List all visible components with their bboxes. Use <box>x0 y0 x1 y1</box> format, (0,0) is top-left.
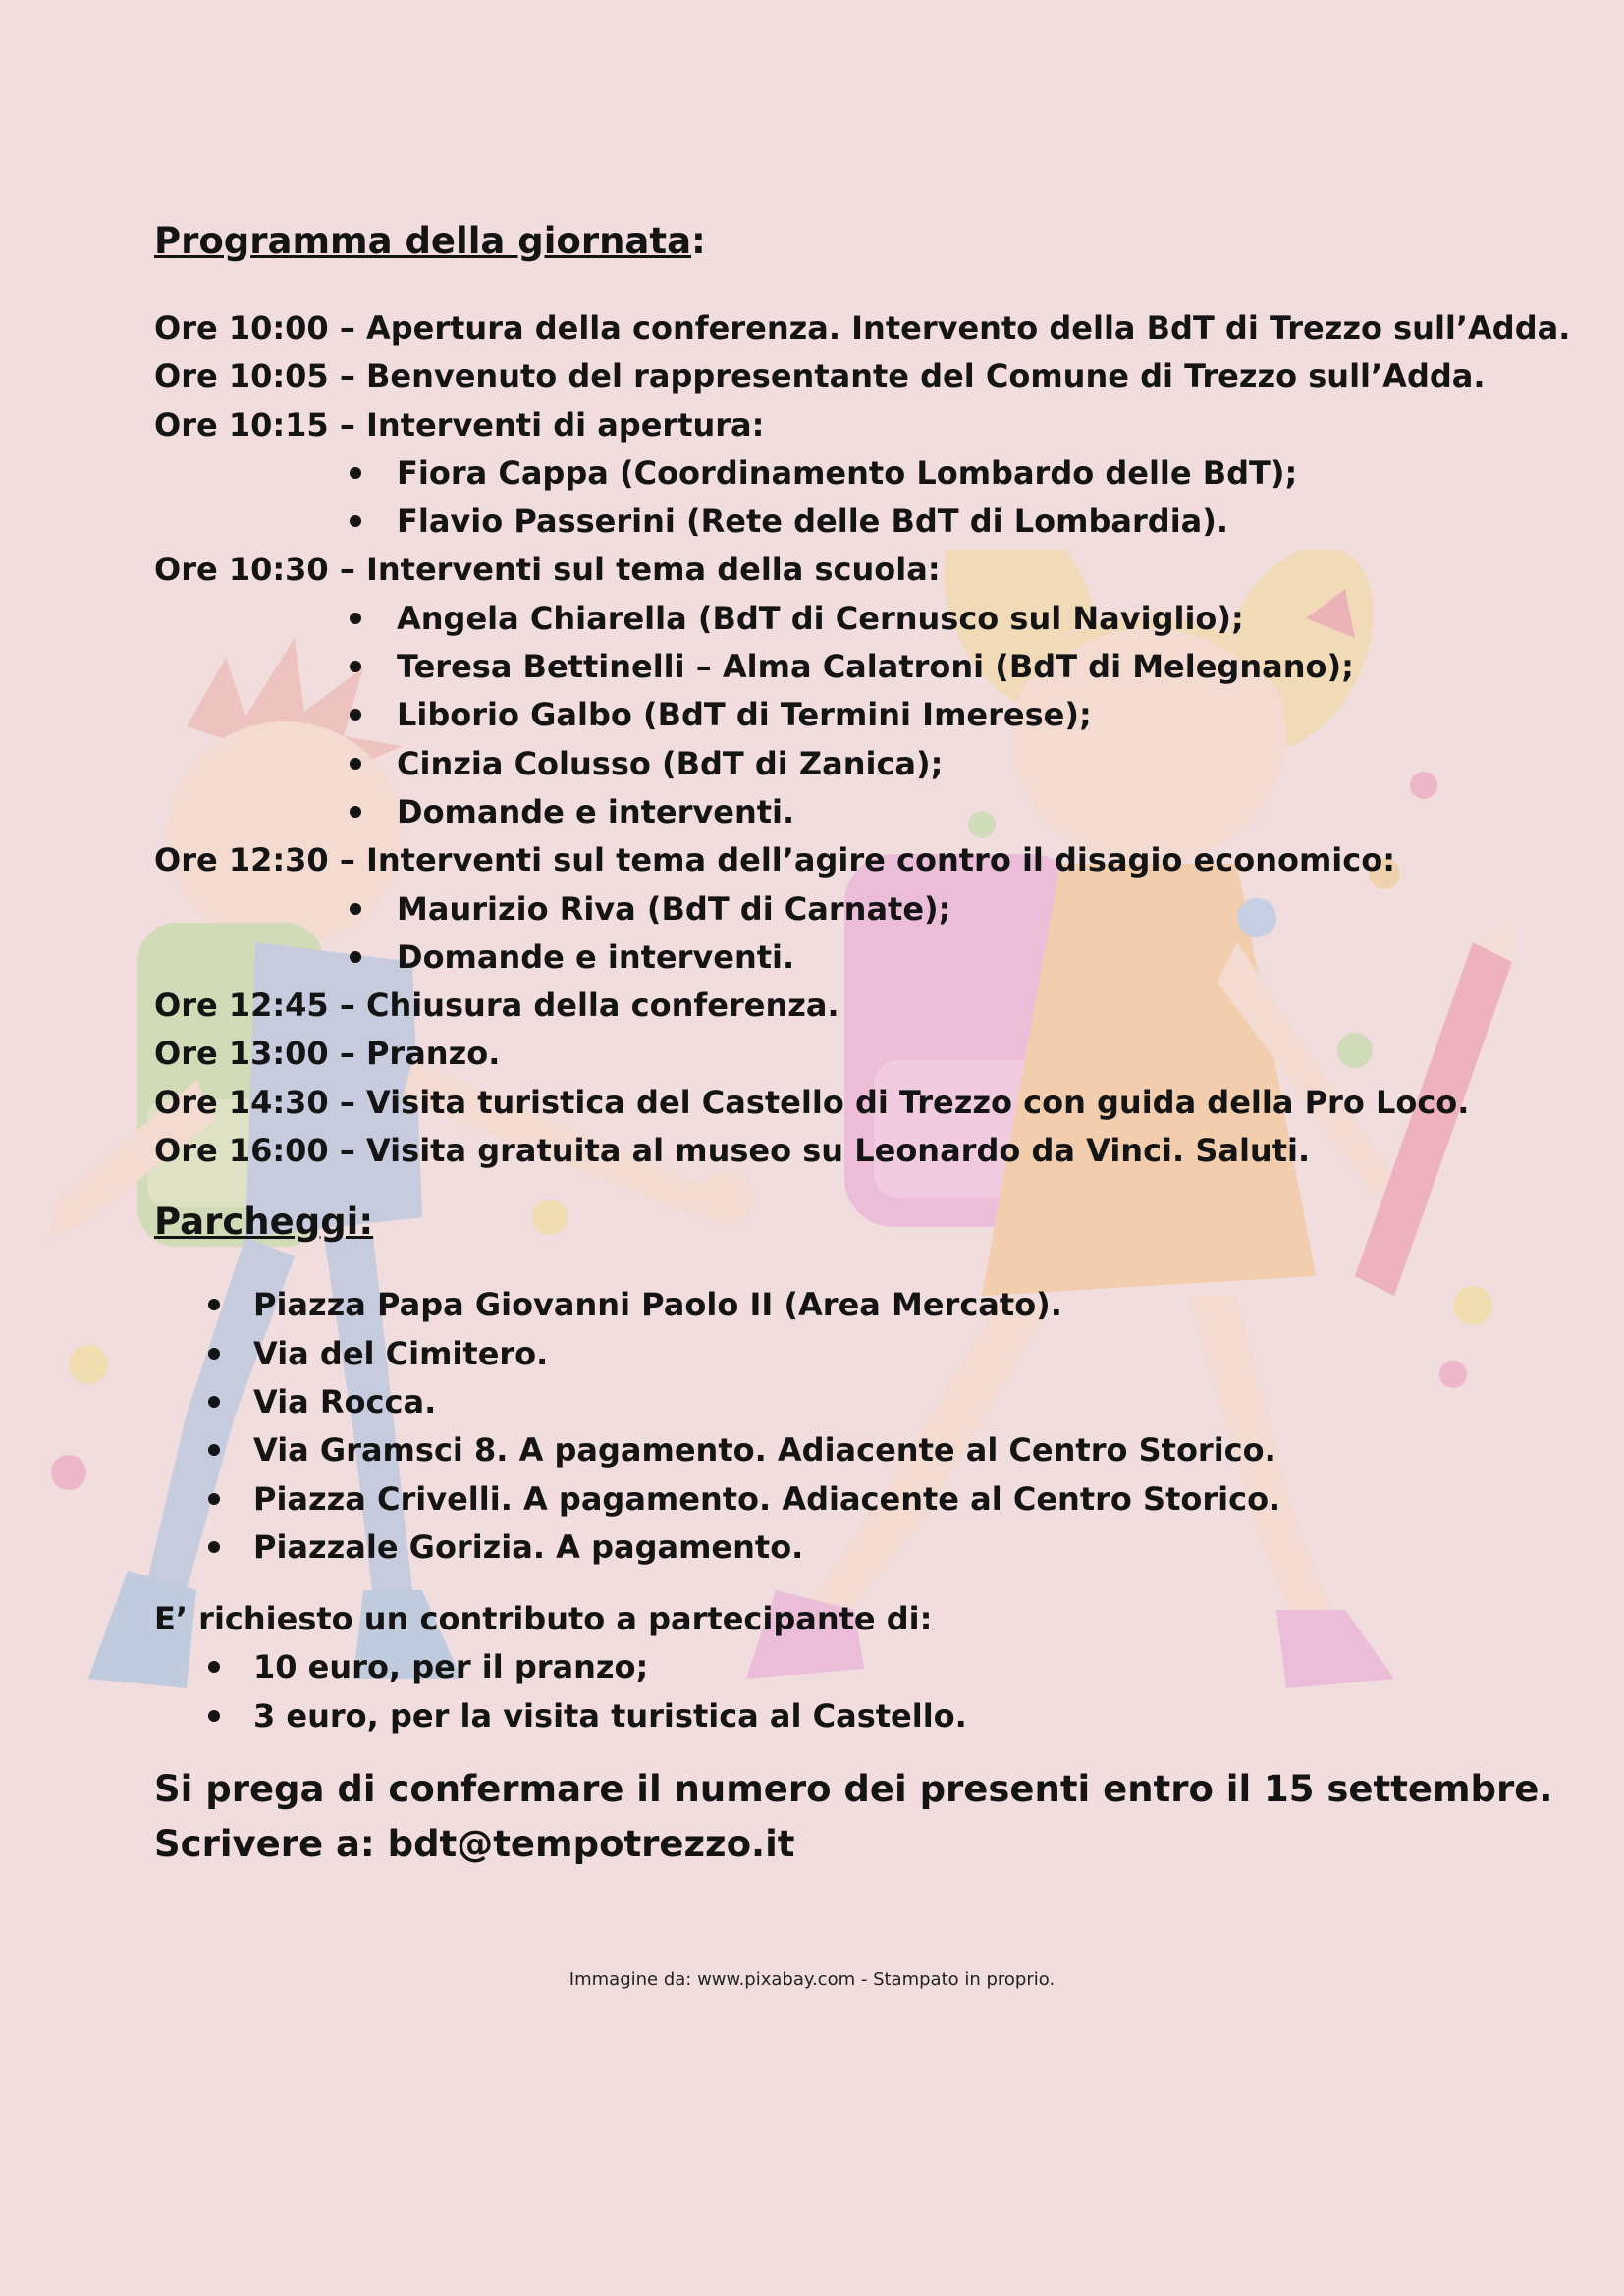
fee-item <box>154 1692 1529 1740</box>
parking-item <box>154 1475 1529 1523</box>
schedule-item: Ore 10:05 – Benvenuto del rappresentante del Comune di Trezzo sull’Adda. <box>154 357 1486 396</box>
speaker-item-text: Fiora Cappa (Coordinamento Lombardo delle BdT); <box>397 454 1298 492</box>
speaker-item <box>154 788 1529 836</box>
bullet-icon <box>208 1493 220 1505</box>
parcheggi-heading: Parcheggi: <box>154 1201 374 1244</box>
programma-heading: Programma della giornata: <box>154 220 706 262</box>
bullet-icon <box>350 515 361 527</box>
bullet-icon <box>350 903 361 915</box>
parking-item-text: Via Rocca. <box>253 1382 437 1420</box>
speaker-item <box>154 934 1529 982</box>
speaker-item-text: Liborio Galbo (BdT di Termini Imerese); <box>397 696 1092 734</box>
schedule-item: Ore 13:00 – Pranzo. <box>154 1035 501 1073</box>
parking-item <box>154 1281 1529 1329</box>
parking-item-text: Piazza Crivelli. A pagamento. Adiacente al Centro Storico. <box>253 1479 1281 1518</box>
bullet-icon <box>208 1348 220 1360</box>
fee-item <box>154 1643 1529 1691</box>
fee-item-text: 10 euro, per il pranzo; <box>253 1648 649 1686</box>
speaker-item-text: Angela Chiarella (BdT di Cernusco sul Naviglio); <box>397 599 1244 637</box>
bullet-icon <box>350 709 361 721</box>
schedule-item: Ore 16:00 – Visita gratuita al museo su Leonardo da Vinci. Saluti. <box>154 1132 1311 1170</box>
conferma-line: Si prega di confermare il numero dei presenti entro il 15 settembre. <box>154 1768 1553 1811</box>
document-body <box>154 218 1571 1872</box>
parcheggi-list <box>154 1281 1529 1572</box>
parking-item-text: Via del Cimitero. <box>253 1334 549 1372</box>
bullet-icon <box>208 1661 220 1673</box>
contributo-intro: E’ richiesto un contributo a partecipante di: <box>154 1600 933 1638</box>
bullet-icon <box>208 1444 220 1456</box>
schedule-item: Ore 12:45 – Chiusura della conferenza. <box>154 987 839 1025</box>
schedule-item: Ore 14:30 – Visita turistica del Castello di Trezzo con guida della Pro Loco. <box>154 1083 1470 1121</box>
parking-item <box>154 1378 1529 1426</box>
fee-item-text: 3 euro, per la visita turistica al Castello. <box>253 1696 967 1735</box>
speaker-item <box>154 885 1529 934</box>
parking-item-text: Piazza Papa Giovanni Paolo II (Area Mercato). <box>253 1286 1062 1324</box>
parking-item-text: Via Gramsci 8. A pagamento. Adiacente al Centro Storico. <box>253 1431 1276 1469</box>
speaker-item-text: Maurizio Riva (BdT di Carnate); <box>397 889 951 928</box>
contributo-list <box>154 1643 1529 1740</box>
bullet-icon <box>350 951 361 963</box>
bullet-icon <box>350 661 361 672</box>
speaker-item <box>154 691 1529 739</box>
schedule-item: Ore 12:30 – Interventi sul tema dell’agire contro il disagio economico: <box>154 841 1396 880</box>
speaker-item-text: Domande e interventi. <box>397 792 795 830</box>
bullet-icon <box>208 1299 220 1310</box>
bullet-icon <box>208 1541 220 1553</box>
speaker-item <box>154 450 1529 498</box>
bullet-icon <box>350 613 361 624</box>
speaker-item <box>154 595 1529 643</box>
speaker-item-text: Teresa Bettinelli – Alma Calatroni (BdT di Melegnano); <box>397 648 1354 686</box>
schedule-item: Ore 10:15 – Interventi di apertura: <box>154 405 765 444</box>
bullet-icon <box>350 758 361 770</box>
parking-item <box>154 1523 1529 1572</box>
image-credit: Immagine da: www.pixabay.com - Stampato in proprio. <box>568 1969 1056 1990</box>
speaker-item-text: Domande e interventi. <box>397 937 795 976</box>
speaker-item-text: Flavio Passerini (Rete delle BdT di Lombardia). <box>397 503 1229 541</box>
speaker-item <box>154 498 1529 546</box>
parking-item <box>154 1426 1529 1474</box>
bullet-icon <box>350 467 361 479</box>
schedule-item: Ore 10:00 – Apertura della conferenza. Intervento della BdT di Trezzo sull’Adda. <box>154 309 1571 347</box>
bullet-icon <box>208 1710 220 1722</box>
speaker-item-text: Cinzia Colusso (BdT di Zanica); <box>397 744 944 782</box>
programma-list <box>154 304 1571 1175</box>
speaker-item <box>154 643 1529 691</box>
bullet-icon <box>208 1396 220 1408</box>
parking-item-text: Piazzale Gorizia. A pagamento. <box>253 1527 804 1566</box>
email-line: Scrivere a: bdt@tempotrezzo.it <box>154 1823 795 1866</box>
parking-item <box>154 1330 1529 1378</box>
speaker-item <box>154 740 1529 788</box>
schedule-item: Ore 10:30 – Interventi sul tema della scuola: <box>154 551 941 589</box>
bullet-icon <box>350 806 361 818</box>
